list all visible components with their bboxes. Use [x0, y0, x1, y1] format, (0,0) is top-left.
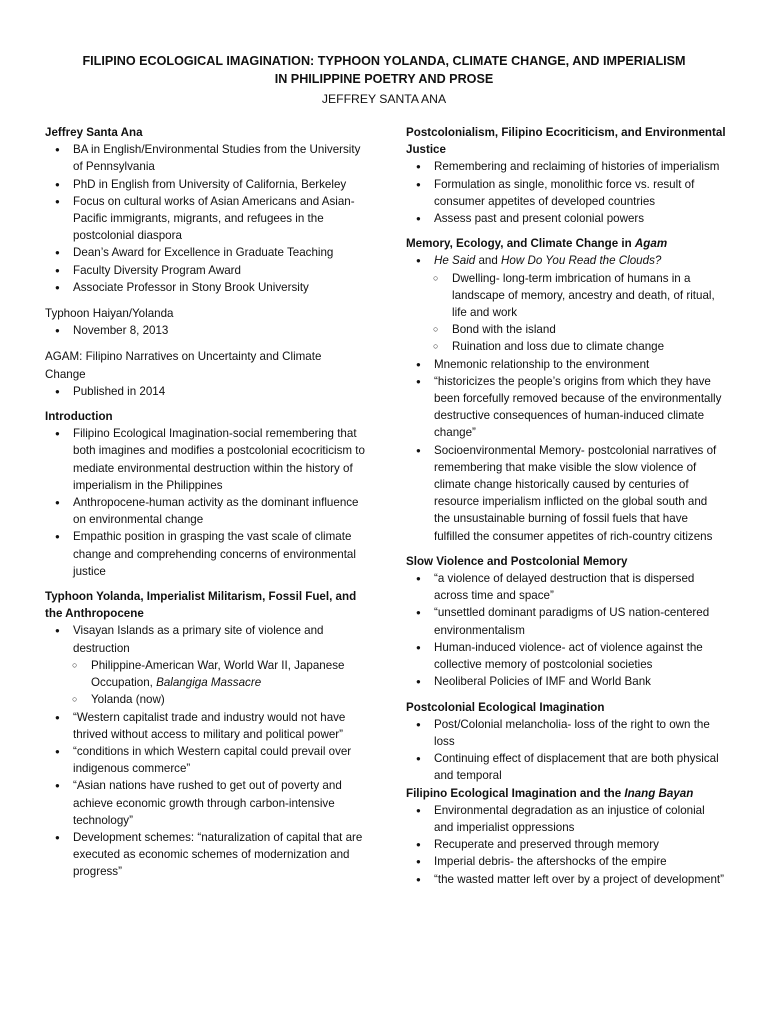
list-item: ● Dean’s Award for Excellence in Graduate Teaching [45, 244, 365, 261]
list-item: ● November 8, 2013 [45, 322, 365, 339]
list-item: ● “Asian nations have rushed to get out of poverty and achieve economic growth through carbon-intensive technology” [45, 777, 365, 829]
list-item: ● Development schemes: “naturalization of capital that are executed as economic schemes of modernization and progress” [45, 829, 365, 881]
list-item: ● Published in 2014 [45, 383, 365, 400]
section-heading-memory [406, 235, 726, 252]
pei-bullet-list [406, 716, 726, 785]
italic-title-text: How Do You Read the Clouds? [501, 254, 662, 268]
agam-bullet-list [45, 383, 365, 400]
inang-bayan-bullet-list [406, 802, 726, 888]
document-author: JEFFREY SANTA ANA [321, 92, 447, 106]
list-item: ● “unsettled dominant paradigms of US nation-centered environmentalism [406, 604, 726, 638]
memory-bullet-list [406, 252, 726, 544]
list-item: ● Socioenvironmental Memory- postcolonial narratives of remembering that make visible the slow violence of climate change historically caused by centuries of resource imperialism inflicted on the global south and the unsustainable burning of fossil fuels that have fulfilled the consumer appetites of rich-country citizens [406, 442, 726, 545]
list-item: ● Mnemonic relationship to the environment [406, 356, 726, 373]
list-item: ● Remembering and reclaiming of histories of imperialism [406, 158, 726, 175]
section-heading-postcolonialism: Postcolonialism, Filipino Ecocriticism, and Environmental Justice [406, 126, 726, 157]
list-item: ● Visayan Islands as a primary site of violence and destruction [45, 622, 365, 656]
list-item: ● Faculty Diversity Program Award [45, 262, 365, 279]
list-item: ● Empathic position in grasping the vast scale of climate change and comprehending concerns of environmental justice [45, 528, 365, 580]
heading-text: Memory, Ecology, and Climate Change in [406, 237, 635, 251]
list-item: ● Continuing effect of displacement that are both physical and temporal [406, 750, 726, 784]
heading-italic-text: Inang Bayan [624, 786, 694, 800]
introduction-bullet-list [45, 425, 365, 580]
yolanda-bullet-list [45, 622, 365, 880]
list-item [406, 252, 726, 269]
list-item: ● Environmental degradation as an injustice of colonial and imperialist oppressions [406, 802, 726, 836]
list-item: ● Formulation as single, monolithic force vs. result of consumer appetites of developed countries [406, 176, 726, 210]
section-heading-slow-violence: Slow Violence and Postcolonial Memory [406, 554, 628, 568]
document-title-line-2: IN PHILIPPINE POETRY AND PROSE [274, 72, 494, 86]
heading-text: Filipino Ecological Imagination and the [406, 786, 625, 800]
list-item: ● Assess past and present colonial powers [406, 210, 726, 227]
list-item: ● Neoliberal Policies of IMF and World Bank [406, 673, 726, 690]
list-item: ● “historicizes the people’s origins from which they have been forcefully removed because of the environmentally destructive consequences of human-induced climate change” [406, 373, 726, 442]
list-item: ● “the wasted matter left over by a project of development” [406, 871, 726, 888]
list-item: ● Post/Colonial melancholia- loss of the right to own the loss [406, 716, 726, 750]
sub-list-item: ○ Ruination and loss due to climate change [406, 338, 726, 355]
section-heading-inang-bayan [406, 785, 726, 802]
typhoon-bullet-list [45, 322, 365, 339]
typhoon-label: Typhoon Haiyan/Yolanda [45, 307, 174, 321]
section-heading-author: Jeffrey Santa Ana [45, 126, 143, 139]
list-item: ● “a violence of delayed destruction that is dispersed across time and space” [406, 570, 726, 604]
list-item: ● “Western capitalist trade and industry would not have thrived without access to military and political power” [45, 709, 365, 743]
section-heading-yolanda: Typhoon Yolanda, Imperialist Militarism, Fossil Fuel, and the Anthropocene [45, 590, 357, 621]
left-column [45, 124, 365, 881]
connector-text: and [475, 254, 502, 268]
document-title-line-1: FILIPINO ECOLOGICAL IMAGINATION: TYPHOON YOLANDA, CLIMATE CHANGE, AND IMPERIALISM [82, 54, 686, 68]
sub-list-item [45, 657, 365, 691]
slow-violence-bullet-list [406, 570, 726, 690]
heading-italic-text: Agam [634, 237, 668, 251]
sub-item-italic-text: Balangiga Massacre [156, 676, 262, 690]
agam-label: AGAM: Filipino Narratives on Uncertainty and Climate Change [45, 350, 322, 381]
list-item: ● Human-induced violence- act of violence against the collective memory of postcolonial societies [406, 639, 726, 673]
list-item: ● Recuperate and preserved through memory [406, 836, 726, 853]
list-item: ● Imperial debris- the aftershocks of the empire [406, 853, 726, 870]
list-item: ● “conditions in which Western capital could prevail over indigenous commerce” [45, 743, 365, 777]
section-heading-postcolonial-ecological-imagination: Postcolonial Ecological Imagination [406, 700, 605, 714]
list-item: ● BA in English/Environmental Studies from the University of Pennsylvania [45, 141, 365, 175]
author-bullet-list [45, 141, 365, 296]
list-item: ● Associate Professor in Stony Brook University [45, 279, 365, 296]
right-column [406, 124, 726, 888]
list-item: ● Focus on cultural works of Asian Americans and Asian-Pacific immigrants, migrants, and refugees in the postcolonial diaspora [45, 193, 365, 245]
section-heading-introduction: Introduction [45, 410, 113, 424]
list-item: ● Filipino Ecological Imagination-social remembering that both imagines and modifies a postcolonial ecocriticism to mediate environmental destruction within the history of imperialism in the Philippines [45, 425, 365, 494]
postcolonialism-bullet-list [406, 158, 726, 227]
italic-title-text: He Said [434, 254, 476, 268]
list-item: ● PhD in English from University of California, Berkeley [45, 176, 365, 193]
sub-list-item: ○ Dwelling- long-term imbrication of humans in a landscape of memory, ancestry and death, of ritual, life and work [406, 270, 726, 322]
sub-list-item: ○ Bond with the island [406, 321, 726, 338]
sub-list-item: ○ Yolanda (now) [45, 691, 365, 708]
list-item: ● Anthropocene-human activity as the dominant influence on environmental change [45, 494, 365, 528]
sub-item-text: Philippine-American War, World War II, Japanese Occupation, [91, 658, 345, 690]
